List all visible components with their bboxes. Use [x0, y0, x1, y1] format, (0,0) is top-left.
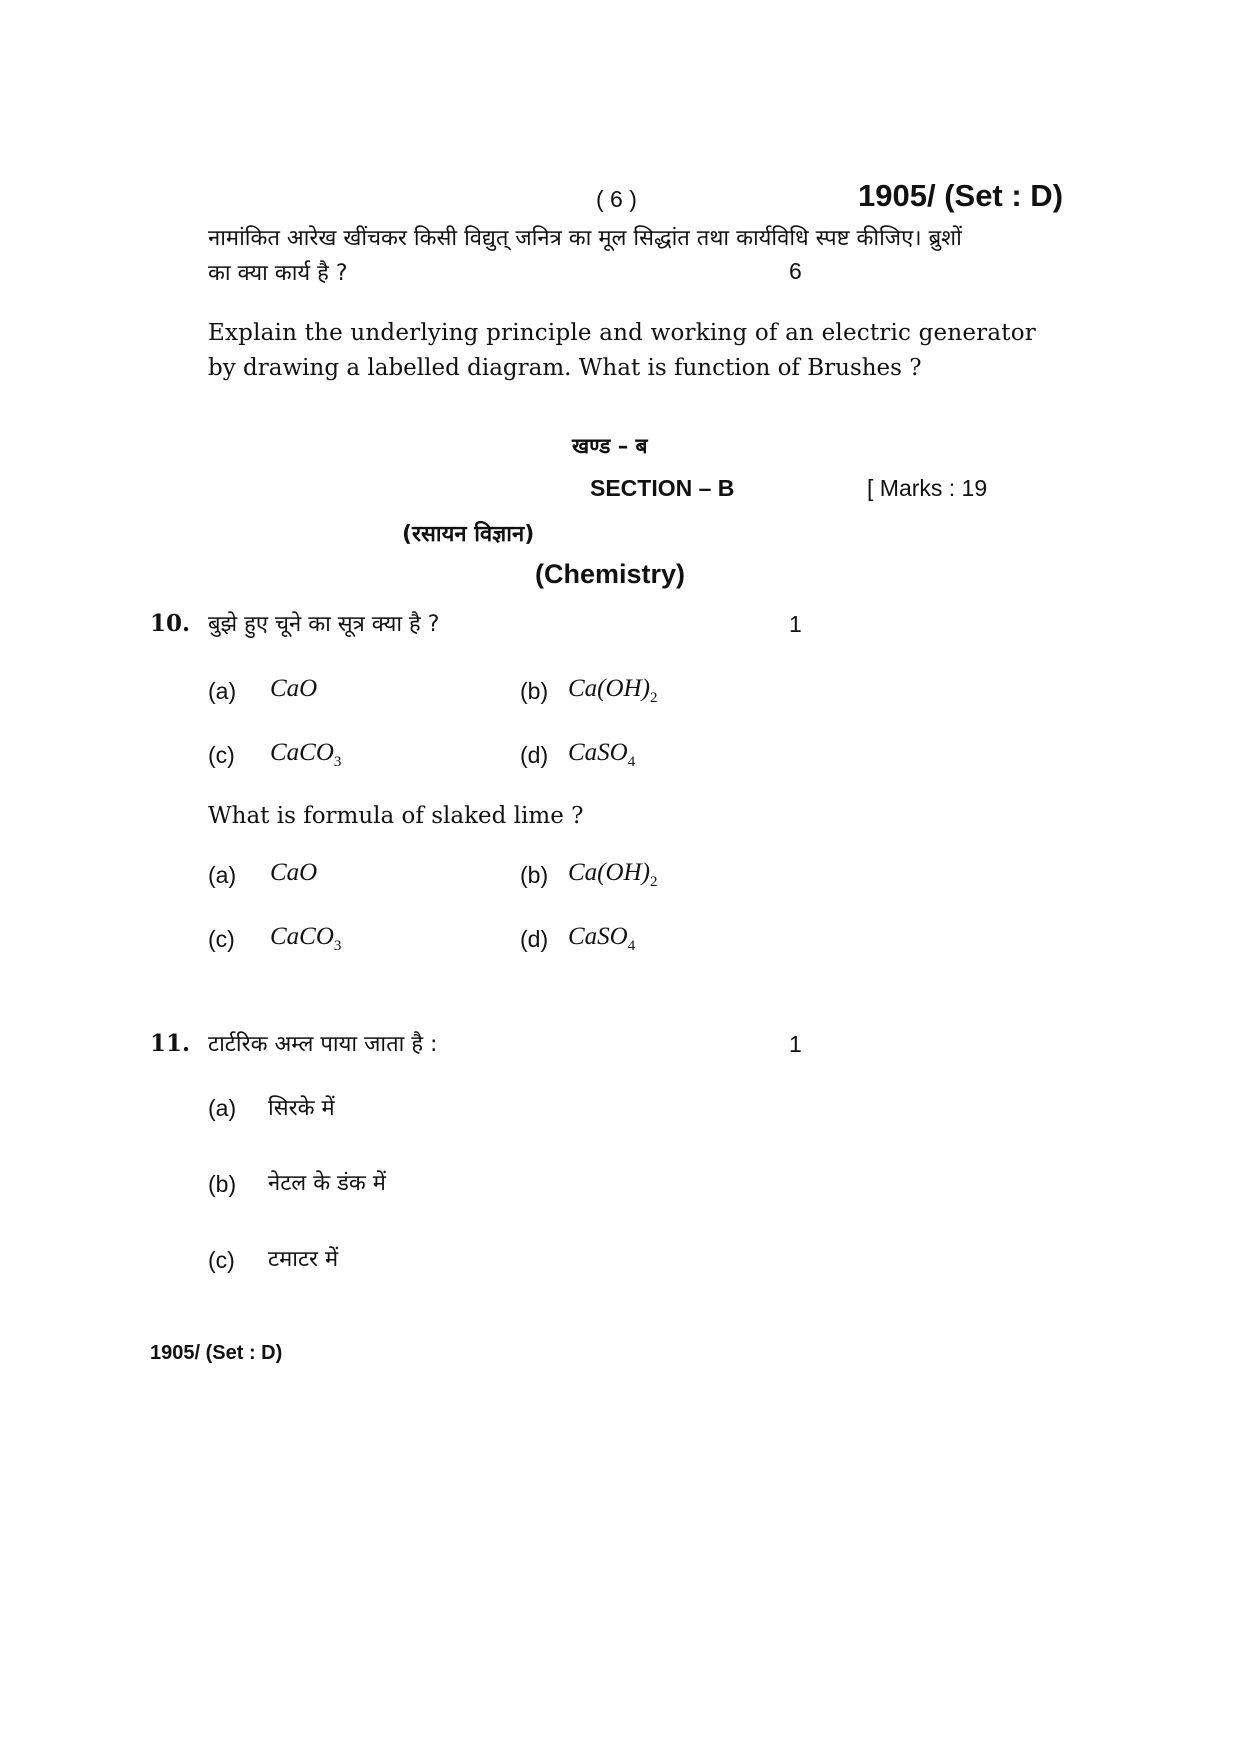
q11-marks: 1 [789, 1031, 802, 1057]
subject-hindi: (रसायन विज्ञान) [402, 522, 535, 547]
q10-en-option-a-formula: CaO [270, 859, 318, 886]
section-marks: [ Marks : 19 [867, 475, 988, 501]
q10-en-option-c-formula: CaCO$_3$ [270, 923, 342, 954]
q10-en-option-b-formula: $Ca(OH)_2$ [568, 859, 658, 890]
q10-hi-option-a-label: (a) [208, 678, 237, 704]
q9-english-line1: Explain the underlying principle and working of an electric generator [208, 320, 1036, 346]
q10-hi-option-c-formula: CaCO$_3$ [270, 739, 342, 770]
section-english-title: SECTION – B [590, 475, 735, 501]
q10-number: 10. [150, 610, 191, 637]
q11-option-b-text: नेटल के डंक में [268, 1171, 386, 1196]
q10-en-option-d-formula: CaSO$_4$ [568, 923, 636, 954]
q10-en-option-b-label: (b) [520, 862, 549, 888]
q10-hindi-text: बुझे हुए चूने का सूत्र क्या है ? [208, 612, 440, 637]
set-code-footer: 1905/ (Set : D) [150, 1342, 283, 1364]
q11-number: 11. [150, 1030, 191, 1057]
q10-hi-option-d-formula: CaSO$_4$ [568, 739, 636, 770]
q9-marks: 6 [789, 258, 802, 284]
q11-option-c-label: (c) [208, 1247, 235, 1273]
q9-hindi-line1: नामांकित आरेख खींचकर किसी विद्युत् जनित्र का मूल सिद्धांत तथा कार्यविधि स्पष्ट कीजिए। ब्रुशों [208, 226, 962, 251]
q10-en-option-d-label: (d) [520, 926, 549, 952]
q11-option-a-text: सिरके में [268, 1096, 335, 1121]
q11-option-c-text: टमाटर में [268, 1247, 339, 1272]
q10-marks: 1 [789, 611, 802, 637]
q10-hi-option-b-label: (b) [520, 678, 549, 704]
q9-hindi-line2: का क्या कार्य है ? [208, 261, 348, 286]
q10-hi-option-d-label: (d) [520, 742, 549, 768]
q11-hindi-text: टार्टरिक अम्ल पाया जाता है : [208, 1032, 438, 1057]
q10-en-option-c-label: (c) [208, 926, 235, 952]
q9-english-line2: by drawing a labelled diagram. What is function of Brushes ? [208, 355, 922, 381]
page-number: ( 6 ) [596, 186, 637, 212]
q11-option-a-label: (a) [208, 1095, 237, 1121]
q11-option-b-label: (b) [208, 1171, 237, 1197]
set-code-header: 1905/ (Set : D) [858, 178, 1064, 213]
subject-english: (Chemistry) [535, 559, 686, 589]
q10-hi-option-a-formula: CaO [270, 675, 318, 702]
q10-english-text: What is formula of slaked lime ? [208, 803, 584, 829]
section-hindi-title: खण्ड – ब [572, 434, 648, 458]
q10-en-option-a-label: (a) [208, 862, 237, 888]
q10-hi-option-b-formula: $Ca(OH)_2$ [568, 675, 658, 706]
q10-hi-option-c-label: (c) [208, 742, 235, 768]
